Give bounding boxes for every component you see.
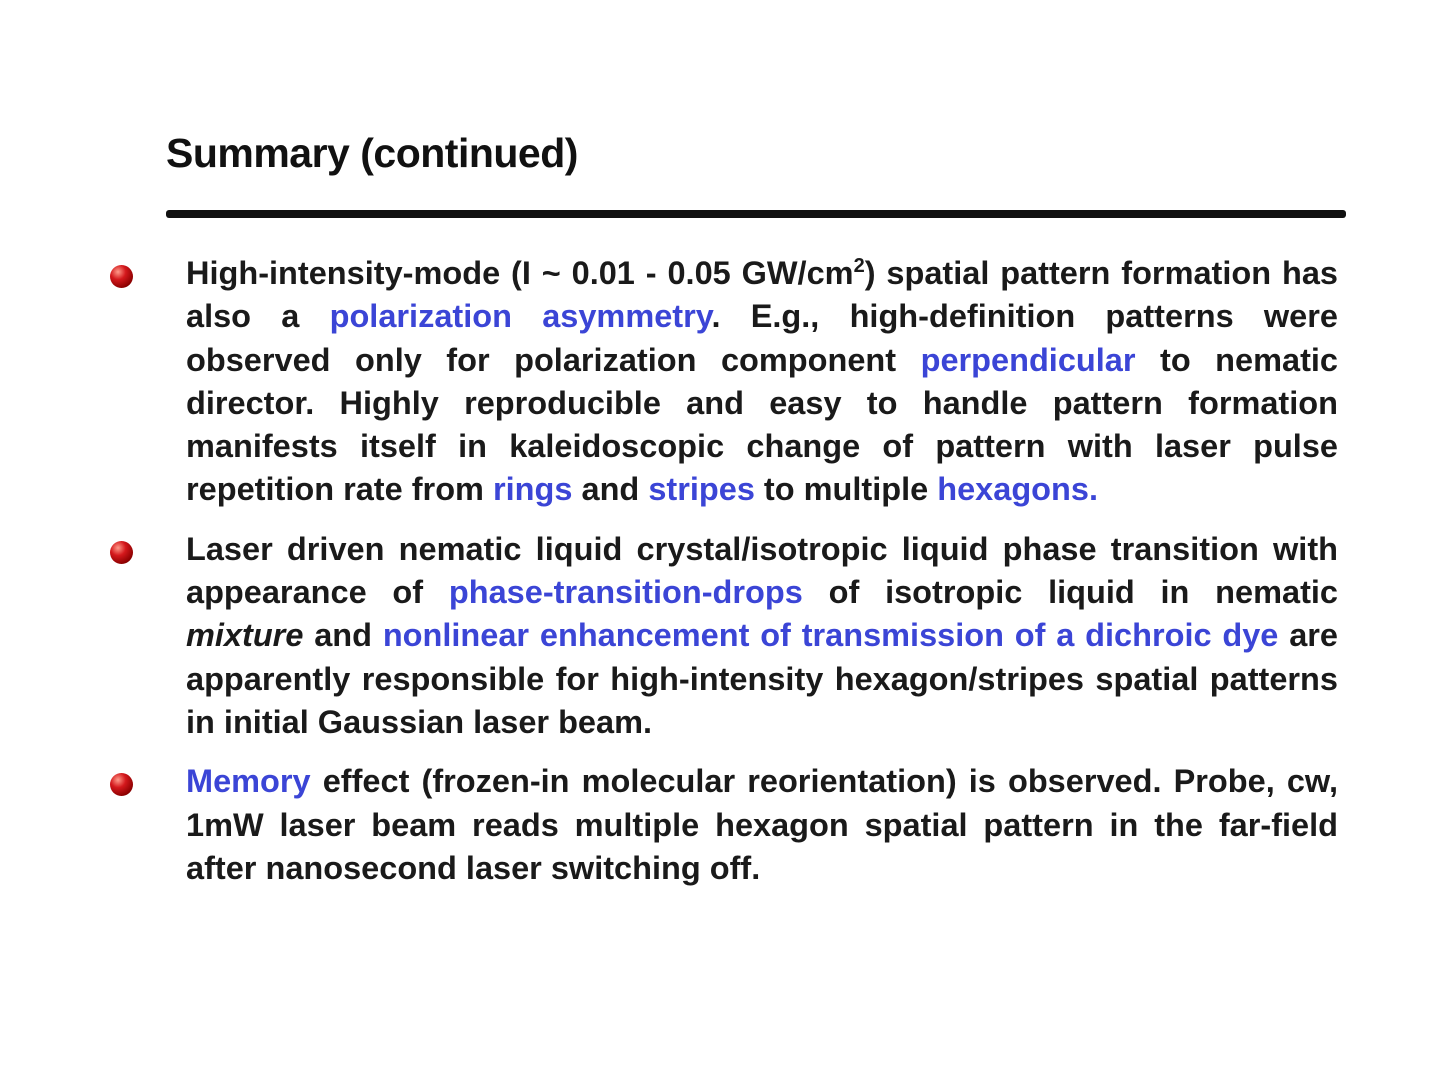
bullet-text — [186, 252, 1338, 512]
bullet-text — [186, 528, 1338, 744]
highlight-term: perpendicular — [920, 341, 1136, 378]
superscript: 2 — [853, 255, 865, 278]
highlight-term: stripes — [648, 471, 755, 508]
slide-title: Summary (continued) — [166, 130, 578, 176]
bullet-dot-icon — [110, 265, 133, 288]
bullet-item — [0, 528, 1436, 744]
text-run: Laser driven nematic liquid crystal/isotropic liquid phase transition with appearance of — [186, 530, 1338, 611]
text-run: to multiple — [754, 471, 938, 508]
highlight-term: phase-transition-drops — [448, 574, 803, 611]
highlight-term: hexagons. — [937, 471, 1098, 508]
highlight-term: rings — [493, 471, 573, 508]
highlight-term: polarization asymmetry — [329, 298, 712, 335]
text-run: to nematic director. Highly reproducible and easy to handle pattern formation manifests itself in kaleidoscopic change of pattern with laser pulse repetition rate from — [186, 341, 1338, 508]
bullet-list — [0, 252, 1436, 906]
text-run: effect (frozen-in molecular reorientation) is observed. Probe, cw, 1mW laser beam reads multiple hexagon spatial pattern in the far-field after nanosecond laser switching off. — [186, 763, 1338, 886]
bullet-text — [186, 760, 1338, 890]
highlight-term: nonlinear enhancement of transmission of a dichroic dye — [382, 617, 1279, 654]
text-run: and — [303, 617, 383, 654]
text-run: . E.g., high-definition patterns were observed only for polarization component — [186, 298, 1338, 378]
bullet-item — [0, 760, 1436, 890]
text-run: High-intensity-mode (I ~ 0.01 - 0.05 GW/cm — [186, 255, 854, 291]
text-run: and — [572, 471, 649, 508]
bullet-item — [0, 252, 1436, 512]
italic-term: mixture — [186, 617, 304, 654]
bullet-dot-icon — [110, 773, 133, 796]
text-run: of isotropic liquid in nematic — [802, 574, 1339, 611]
title-underline — [166, 210, 1346, 218]
highlight-term: Memory — [186, 763, 311, 800]
text-run: ) spatial pattern formation has also a — [186, 255, 1338, 335]
text-run: are apparently responsible for high-intensity hexagon/stripes spatial patterns in initial Gaussian laser beam. — [186, 617, 1338, 740]
bullet-dot-icon — [110, 541, 133, 564]
